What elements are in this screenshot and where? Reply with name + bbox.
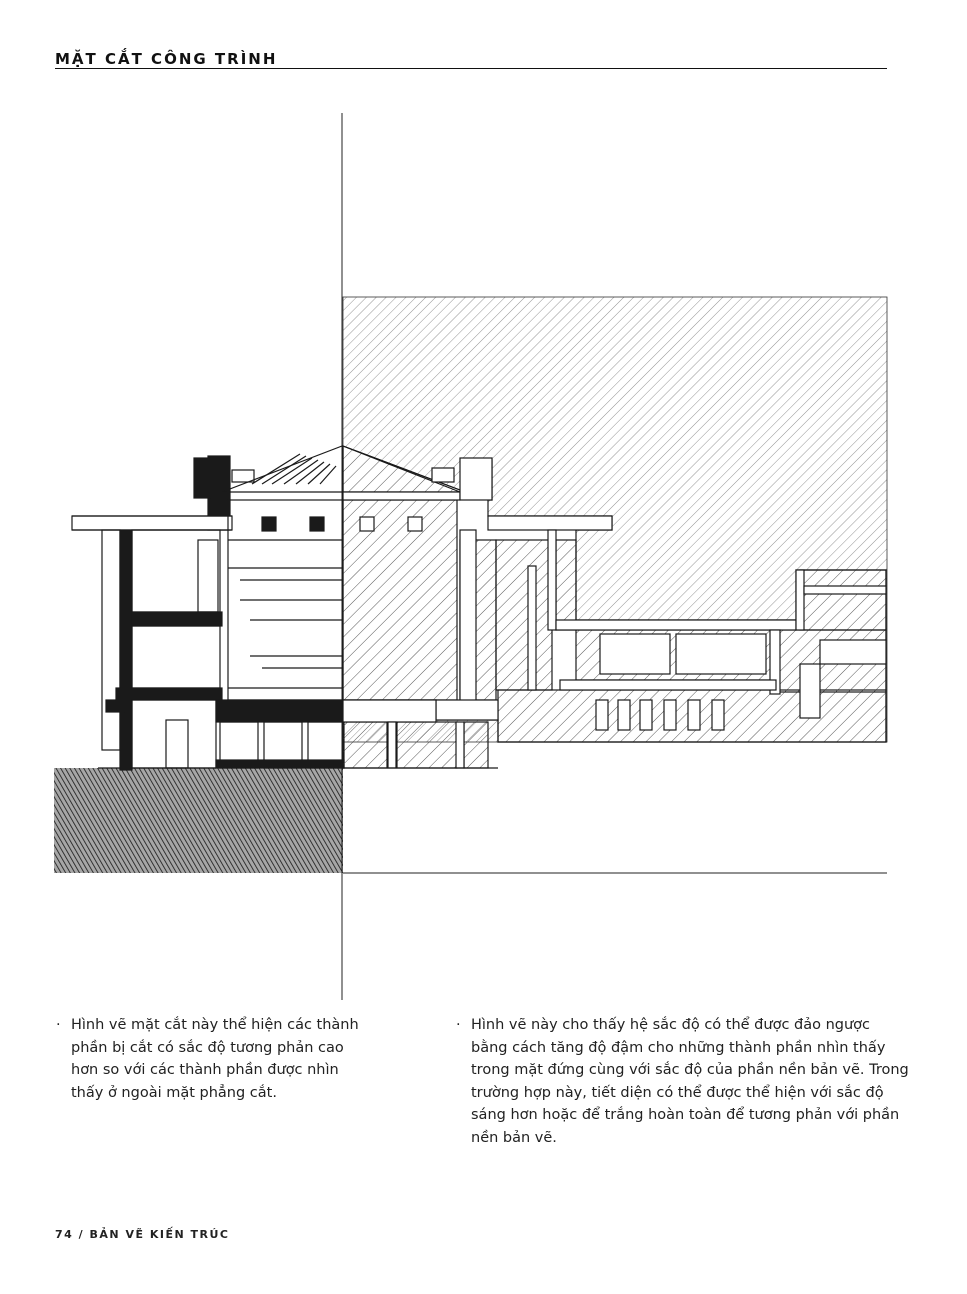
caption-left-bullet: · — [56, 1017, 61, 1033]
page-number: 74 — [55, 1228, 74, 1241]
page-header-title: MẶT CẮT CÔNG TRÌNH — [55, 50, 278, 68]
book-title: BẢN VẼ KIẾN TRÚC — [89, 1228, 230, 1241]
caption-right-text: Hình vẽ này cho thấy hệ sắc độ có thể được đảo ngược bằng cách tăng độ đậm cho những thành phần nhìn thấy trong mặt đứng cùng với sắc độ của phần nền bản vẽ. Trong trường hợp này, tiết diện có thể được thể hiện với sắc độ sáng hơn hoặc để trắng hoàn toàn để tương phản với phần nền bản vẽ. — [471, 1017, 909, 1146]
caption-left-text: Hình vẽ mặt cắt này thể hiện các thành phần bị cắt có sắc độ tương phản cao hơn so với các thành phần được nhìn thấy ở ngoài mặt phẳng cắt. — [71, 1017, 359, 1101]
caption-left — [56, 1014, 371, 1104]
left-building — [72, 446, 344, 770]
caption-right-bullet: · — [456, 1017, 461, 1033]
page-footer — [55, 1228, 229, 1241]
footer-separator: / — [78, 1228, 85, 1241]
caption-right — [456, 1014, 911, 1149]
